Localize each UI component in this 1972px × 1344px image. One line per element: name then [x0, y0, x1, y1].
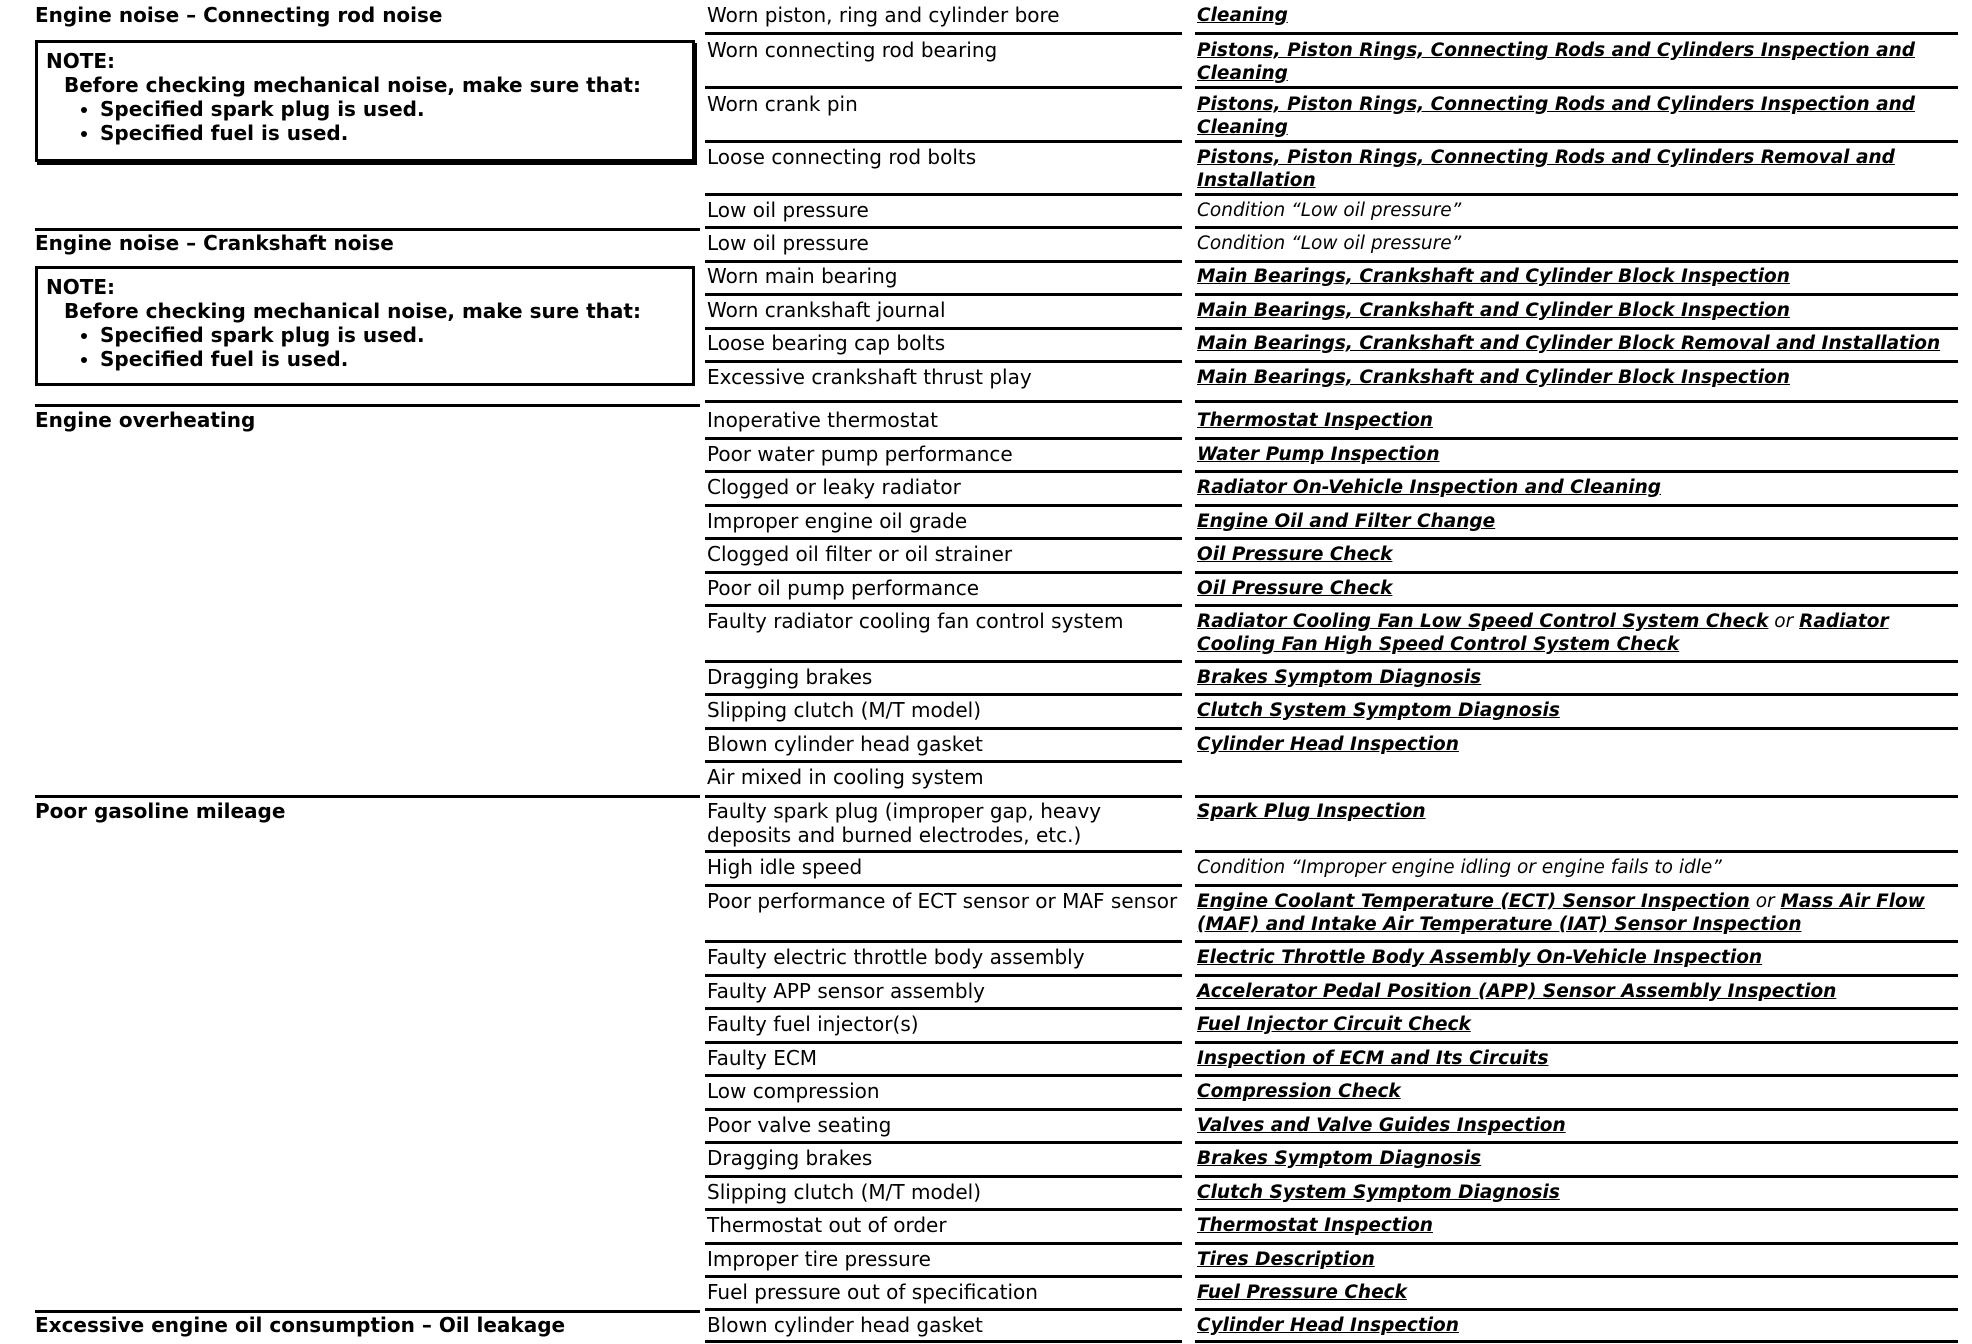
cause-cell: Worn piston, ring and cylinder bore: [707, 3, 1060, 27]
reference-cell: [1197, 577, 1961, 600]
row-divider: [705, 260, 1182, 263]
cause-cell: High idle speed: [707, 855, 863, 879]
cause-cell: Low compression: [707, 1079, 880, 1103]
row-divider: [705, 884, 1182, 887]
row-divider: [1195, 974, 1958, 977]
row-divider: [1195, 660, 1958, 663]
row-divider: [1195, 360, 1958, 363]
row-divider: [1195, 727, 1958, 730]
row-divider: [1195, 260, 1958, 263]
reference-text: Condition “Low oil pressure”: [1197, 200, 1462, 221]
cause-cell: Blown cylinder head gasket: [707, 1313, 983, 1337]
reference-link[interactable]: Water Pump Inspection: [1197, 444, 1440, 465]
reference-link[interactable]: Cylinder Head Inspection: [1197, 1315, 1459, 1336]
cause-cell: Improper engine oil grade: [707, 509, 968, 533]
reference-cell: [1197, 265, 1961, 288]
row-divider: [705, 32, 1182, 35]
reference-cell: [1197, 39, 1961, 85]
cause-cell: Poor performance of ECT sensor or MAF sensor: [707, 889, 1178, 913]
row-divider: [705, 1074, 1182, 1077]
row-divider: [705, 470, 1182, 473]
row-divider: [705, 193, 1182, 196]
row-divider: [705, 1175, 1182, 1178]
row-divider: [1195, 940, 1958, 943]
row-divider: [705, 1242, 1182, 1245]
row-divider: [705, 1275, 1182, 1278]
row-divider: [705, 571, 1182, 574]
row-divider: [705, 1041, 1182, 1044]
row-divider: [705, 727, 1182, 730]
row-divider: [705, 1141, 1182, 1144]
reference-cell: [1197, 1248, 1961, 1271]
reference-cell: [1197, 366, 1961, 389]
reference-cell: [1197, 510, 1961, 533]
reference-link[interactable]: Main Bearings, Crankshaft and Cylinder Block Inspection: [1197, 266, 1790, 287]
cause-cell: Worn crankshaft journal: [707, 298, 946, 322]
reference-text: Condition “Low oil pressure”: [1197, 233, 1462, 254]
reference-cell: [1197, 476, 1961, 499]
row-divider: [1195, 1208, 1958, 1211]
row-divider: [1195, 795, 1958, 798]
row-divider: [705, 604, 1182, 607]
reference-link[interactable]: Main Bearings, Crankshaft and Cylinder Block Inspection: [1197, 367, 1790, 388]
reference-link[interactable]: Radiator Cooling Fan High Speed Control System Check: [1197, 611, 1889, 655]
cause-cell: Air mixed in cooling system: [707, 765, 984, 789]
cause-cell: Worn main bearing: [707, 264, 898, 288]
row-divider: [1195, 1007, 1958, 1010]
reference-link[interactable]: Cleaning: [1197, 5, 1288, 26]
row-divider: [1195, 193, 1958, 196]
reference-cell: [1197, 1147, 1961, 1170]
row-divider: [705, 327, 1182, 330]
row-divider: [1195, 1074, 1958, 1077]
reference-cell: [1197, 93, 1961, 139]
reference-link[interactable]: Tires Description: [1197, 1249, 1375, 1270]
row-divider: [705, 940, 1182, 943]
reference-cell: [1197, 890, 1961, 936]
reference-link[interactable]: Compression Check: [1197, 1081, 1401, 1102]
row-divider: [1195, 1340, 1958, 1343]
reference-link[interactable]: Oil Pressure Check: [1197, 544, 1393, 565]
row-divider: [705, 504, 1182, 507]
reference-link[interactable]: Valves and Valve Guides Inspection: [1197, 1115, 1566, 1136]
row-divider: [1195, 884, 1958, 887]
row-divider: [705, 360, 1182, 363]
reference-cell: [1197, 1314, 1961, 1337]
row-divider: [1195, 1041, 1958, 1044]
reference-link[interactable]: Thermostat Inspection: [1197, 410, 1433, 431]
reference-cell: [1197, 980, 1961, 1003]
note-title: NOTE:: [46, 275, 116, 299]
reference-link[interactable]: Pistons, Piston Rings, Connecting Rods and Cylinders Inspection and Cleaning: [1197, 94, 1915, 138]
cause-cell: Faulty spark plug (improper gap, heavy deposits and burned electrodes, etc.): [707, 799, 1102, 847]
row-divider: [1195, 1108, 1958, 1111]
cause-cell: Low oil pressure: [707, 198, 869, 222]
cause-cell: Dragging brakes: [707, 665, 873, 689]
note-list-item: • Specified fuel is used.: [100, 347, 684, 371]
note-intro: Before checking mechanical noise, make sure that:: [64, 299, 641, 323]
reference-cell: [1197, 1047, 1961, 1070]
reference-link[interactable]: Thermostat Inspection: [1197, 1215, 1433, 1236]
row-divider: [1195, 571, 1958, 574]
row-divider: [705, 795, 1182, 798]
reference-cell: [1197, 299, 1961, 322]
reference-link[interactable]: Cylinder Head Inspection: [1197, 734, 1459, 755]
reference-link[interactable]: Brakes Symptom Diagnosis: [1197, 667, 1482, 688]
reference-cell: [1197, 1080, 1961, 1103]
reference-cell: [1197, 199, 1961, 222]
cause-cell: Loose bearing cap bolts: [707, 331, 946, 355]
reference-link[interactable]: Engine Coolant Temperature (ECT) Sensor Inspection: [1197, 891, 1750, 912]
reference-cell: [1197, 1181, 1961, 1204]
row-divider: [1195, 1308, 1958, 1311]
row-divider: [705, 1308, 1182, 1311]
row-divider: [1195, 327, 1958, 330]
row-divider: [705, 974, 1182, 977]
row-divider: [705, 660, 1182, 663]
reference-link[interactable]: Clutch System Symptom Diagnosis: [1197, 1182, 1560, 1203]
note-intro: Before checking mechanical noise, make sure that:: [64, 73, 641, 97]
note-list-item: • Specified spark plug is used.: [100, 97, 684, 121]
reference-cell: [1197, 543, 1961, 566]
reference-link[interactable]: Inspection of ECM and Its Circuits: [1197, 1048, 1549, 1069]
reference-text: Condition “Improper engine idling or engine fails to idle”: [1197, 857, 1722, 878]
row-divider: [705, 850, 1182, 853]
reference-link[interactable]: Spark Plug Inspection: [1197, 801, 1426, 822]
cause-cell: Slipping clutch (M/T model): [707, 1180, 982, 1204]
row-divider: [1195, 32, 1958, 35]
cause-cell: Clogged oil filter or oil strainer: [707, 542, 1013, 566]
note-title: NOTE:: [46, 49, 116, 73]
section-divider: [35, 795, 700, 798]
row-divider: [1195, 140, 1958, 143]
note-box: [35, 40, 695, 162]
condition-label: Excessive engine oil consumption – Oil leakage: [35, 1313, 566, 1337]
row-divider: [705, 693, 1182, 696]
reference-link[interactable]: Electric Throttle Body Assembly On-Vehicle Inspection: [1197, 947, 1763, 968]
row-divider: [705, 1108, 1182, 1111]
row-divider: [1195, 1242, 1958, 1245]
row-divider: [1195, 1175, 1958, 1178]
reference-link[interactable]: Main Bearings, Crankshaft and Cylinder Block Removal and Installation: [1197, 333, 1941, 354]
cause-cell: Loose connecting rod bolts: [707, 145, 977, 169]
reference-link[interactable]: Fuel Pressure Check: [1197, 1282, 1407, 1303]
row-divider: [1195, 437, 1958, 440]
row-divider: [705, 140, 1182, 143]
row-divider: [1195, 850, 1958, 853]
reference-cell: [1197, 666, 1961, 689]
cause-cell: Faulty radiator cooling fan control system: [707, 609, 1124, 633]
note-list: [46, 323, 684, 371]
reference-cell: [1197, 1281, 1961, 1304]
cause-cell: Poor water pump performance: [707, 442, 1013, 466]
cause-cell: Faulty fuel injector(s): [707, 1012, 919, 1036]
reference-cell: [1197, 232, 1961, 255]
cause-cell: Poor oil pump performance: [707, 576, 980, 600]
row-divider: [705, 400, 1182, 403]
reference-link[interactable]: Brakes Symptom Diagnosis: [1197, 1148, 1482, 1169]
row-divider: [1195, 226, 1958, 229]
row-divider: [705, 226, 1182, 229]
cause-cell: Fuel pressure out of specification: [707, 1280, 1038, 1304]
reference-link[interactable]: Mass Air Flow (MAF) and Intake Air Temperature (IAT) Sensor Inspection: [1197, 891, 1925, 935]
cause-cell: Poor valve seating: [707, 1113, 892, 1137]
reference-cell: [1197, 409, 1961, 432]
note-list: [46, 97, 684, 145]
reference-link[interactable]: Radiator On-Vehicle Inspection and Cleaning: [1197, 477, 1662, 498]
note-box: [35, 266, 695, 386]
cause-cell: Worn crank pin: [707, 92, 858, 116]
cause-cell: Thermostat out of order: [707, 1213, 947, 1237]
reference-link[interactable]: Pistons, Piston Rings, Connecting Rods and Cylinders Inspection and Cleaning: [1197, 40, 1915, 84]
cause-cell: Faulty APP sensor assembly: [707, 979, 985, 1003]
cause-cell: Worn connecting rod bearing: [707, 38, 998, 62]
reference-cell: [1197, 800, 1961, 823]
row-divider: [705, 1208, 1182, 1211]
reference-link[interactable]: Fuel Injector Circuit Check: [1197, 1014, 1471, 1035]
row-divider: [705, 537, 1182, 540]
row-divider: [1195, 1141, 1958, 1144]
row-divider: [705, 86, 1182, 89]
cause-cell: Faulty ECM: [707, 1046, 818, 1070]
reference-link[interactable]: Main Bearings, Crankshaft and Cylinder Block Inspection: [1197, 300, 1790, 321]
row-divider: [1195, 400, 1958, 403]
cause-cell: Blown cylinder head gasket: [707, 732, 983, 756]
cause-cell: Improper tire pressure: [707, 1247, 931, 1271]
row-divider: [705, 1007, 1182, 1010]
cause-cell: Dragging brakes: [707, 1146, 873, 1170]
reference-cell: [1197, 946, 1961, 969]
reference-link[interactable]: Engine Oil and Filter Change: [1197, 511, 1496, 532]
row-divider: [705, 437, 1182, 440]
reference-cell: [1197, 610, 1961, 656]
reference-cell: [1197, 4, 1961, 27]
row-divider: [705, 293, 1182, 296]
row-divider: [705, 1340, 1182, 1343]
row-divider: [1195, 693, 1958, 696]
reference-link[interactable]: Clutch System Symptom Diagnosis: [1197, 700, 1560, 721]
condition-label: Engine noise – Crankshaft noise: [35, 231, 394, 255]
reference-cell: [1197, 146, 1961, 192]
reference-link[interactable]: Accelerator Pedal Position (APP) Sensor Assembly Inspection: [1197, 981, 1837, 1002]
row-divider: [1195, 604, 1958, 607]
reference-text: or: [1749, 891, 1781, 912]
row-divider: [1195, 293, 1958, 296]
condition-label: Poor gasoline mileage: [35, 799, 286, 823]
cause-cell: Low oil pressure: [707, 231, 869, 255]
cause-cell: Inoperative thermostat: [707, 408, 938, 432]
reference-cell: [1197, 733, 1961, 756]
cause-cell: Faulty electric throttle body assembly: [707, 945, 1085, 969]
reference-link[interactable]: Oil Pressure Check: [1197, 578, 1393, 599]
condition-label: Engine overheating: [35, 408, 256, 432]
cause-cell: Excessive crankshaft thrust play: [707, 365, 1032, 389]
reference-text: or: [1768, 611, 1800, 632]
condition-label: Engine noise – Connecting rod noise: [35, 3, 443, 27]
row-divider: [1195, 86, 1958, 89]
reference-cell: [1197, 1114, 1961, 1137]
reference-cell: [1197, 856, 1961, 879]
cause-cell: Clogged or leaky radiator: [707, 475, 961, 499]
section-divider: [35, 404, 700, 407]
cause-cell: Slipping clutch (M/T model): [707, 698, 982, 722]
reference-cell: [1197, 1013, 1961, 1036]
row-divider: [1195, 1275, 1958, 1278]
row-divider: [705, 760, 1182, 763]
reference-link[interactable]: Pistons, Piston Rings, Connecting Rods and Cylinders Removal and Installation: [1197, 147, 1895, 191]
row-divider: [1195, 470, 1958, 473]
note-list-item: • Specified spark plug is used.: [100, 323, 684, 347]
row-divider: [1195, 537, 1958, 540]
reference-link[interactable]: Radiator Cooling Fan Low Speed Control System Check: [1197, 611, 1769, 632]
reference-cell: [1197, 1214, 1961, 1237]
reference-cell: [1197, 699, 1961, 722]
note-list-item: • Specified fuel is used.: [100, 121, 684, 145]
row-divider: [1195, 504, 1958, 507]
reference-cell: [1197, 332, 1961, 355]
reference-cell: [1197, 443, 1961, 466]
